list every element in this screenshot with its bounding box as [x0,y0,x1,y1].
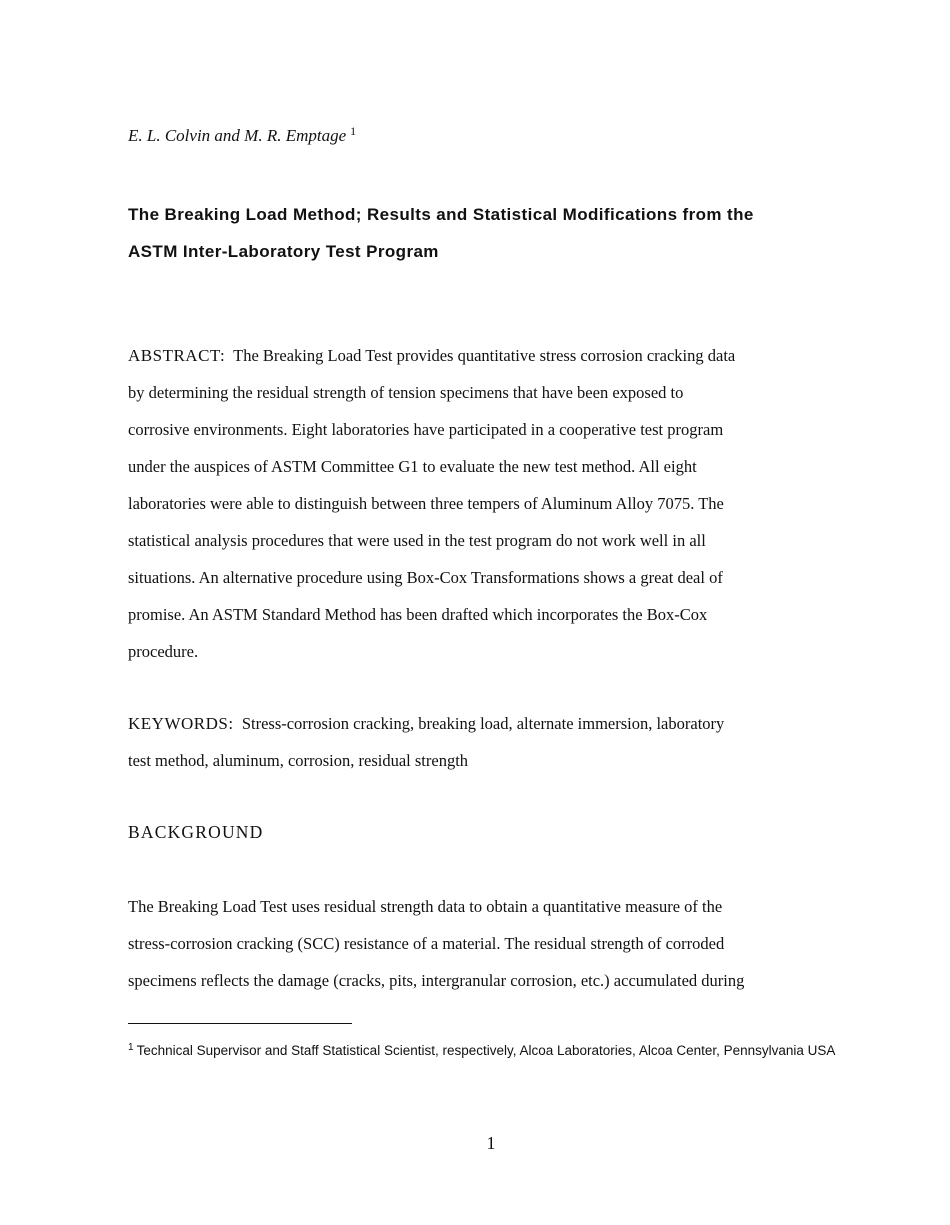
abstract-line: The Breaking Load Test provides quantitative stress corrosion cracking data [233,346,736,365]
background-paragraph [128,888,828,999]
author-line [128,124,356,146]
keywords-label: KEYWORDS: [128,714,234,733]
title-line-1: The Breaking Load Method; Results and Statistical Modifications from the [128,205,754,224]
footnote-divider [128,1023,352,1024]
keywords-line: test method, aluminum, corrosion, residual strength [128,751,469,770]
section-heading-background: BACKGROUND [128,822,264,842]
footnote-text: Technical Supervisor and Staff Statistical Scientist, respectively, Alcoa Laboratories, Alcoa Center, Pennsylvania USA [136,1043,836,1058]
abstract-line: situations. An alternative procedure using Box-Cox Transformations shows a great deal of [128,568,723,587]
background-line: The Breaking Load Test uses residual strength data to obtain a quantitative measure of the [128,897,723,916]
abstract-line: statistical analysis procedures that were used in the test program do not work well in all [128,531,706,550]
abstract-line: under the auspices of ASTM Committee G1 to evaluate the new test method. All eight [128,457,697,476]
background-line: specimens reflects the damage (cracks, pits, intergranular corrosion, etc.) accumulated during [128,971,745,990]
paper-title [128,196,828,270]
page-number: 1 [486,1133,496,1153]
abstract-label: ABSTRACT: [128,346,226,365]
background-line: stress-corrosion cracking (SCC) resistance of a material. The residual strength of corroded [128,934,725,953]
footnote-marker: 1 [128,1042,134,1053]
keywords-line: Stress-corrosion cracking, breaking load, alternate immersion, laboratory [241,714,725,733]
footnote [128,1039,844,1059]
author-names: E. L. Colvin and M. R. Emptage [128,126,347,145]
abstract-line: promise. An ASTM Standard Method has been drafted which incorporates the Box-Cox [128,605,708,624]
author-footnote-marker: 1 [350,124,357,138]
abstract-line: procedure. [128,642,199,661]
abstract-line: by determining the residual strength of tension specimens that have been exposed to [128,383,684,402]
abstract-line: laboratories were able to distinguish between three tempers of Aluminum Alloy 7075. The [128,494,724,513]
abstract-paragraph [128,337,828,670]
keywords-paragraph [128,705,828,779]
abstract-line: corrosive environments. Eight laboratories have participated in a cooperative test program [128,420,724,439]
title-line-2: ASTM Inter-Laboratory Test Program [128,242,439,261]
